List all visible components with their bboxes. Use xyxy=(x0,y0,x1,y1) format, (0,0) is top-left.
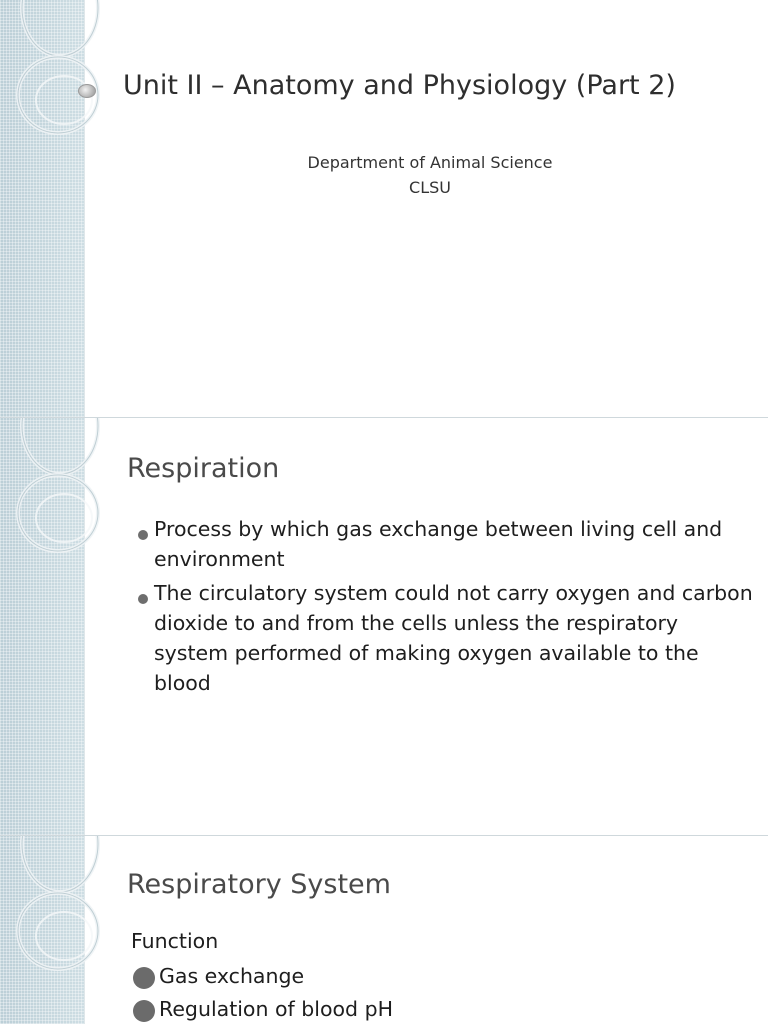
subtitle-institution: CLSU xyxy=(409,178,451,197)
function-list xyxy=(133,960,393,1024)
bullet-icon xyxy=(133,967,155,989)
presentation-title: Unit II – Anatomy and Physiology (Part 2) xyxy=(123,70,676,101)
decorative-side-band xyxy=(0,0,85,417)
list-item xyxy=(133,993,393,1024)
bullet-list xyxy=(136,514,756,702)
function-item-text: Regulation of blood pH xyxy=(159,997,394,1021)
slide-title: Respiration xyxy=(127,453,280,484)
bullet-text: Process by which gas exchange between living cell and environment xyxy=(154,517,723,571)
slide-respiratory-system xyxy=(0,836,768,1024)
bullet-icon xyxy=(133,1000,155,1022)
list-item xyxy=(136,514,756,574)
bullet-icon xyxy=(138,530,148,540)
function-label: Function xyxy=(131,929,219,953)
bullet-icon xyxy=(138,594,148,604)
bullet-text: The circulatory system could not carry oxygen and carbon dioxide to and from the cells unless the respiratory system performed of making oxygen available to the blood xyxy=(154,581,753,695)
decorative-side-band xyxy=(0,418,85,835)
subtitle-department: Department of Animal Science xyxy=(307,153,553,172)
list-item xyxy=(136,578,756,698)
decorative-side-band xyxy=(0,836,85,1024)
slide-title: Respiratory System xyxy=(127,869,391,900)
title-bullet-icon xyxy=(78,84,96,98)
function-item-text: Gas exchange xyxy=(159,964,305,988)
decorative-ring-icon xyxy=(0,836,100,1024)
slide-respiration xyxy=(0,418,768,835)
decorative-ring-icon xyxy=(0,418,100,835)
slide-title-slide xyxy=(0,0,768,417)
decorative-ring-icon xyxy=(0,0,100,417)
list-item xyxy=(133,960,393,993)
